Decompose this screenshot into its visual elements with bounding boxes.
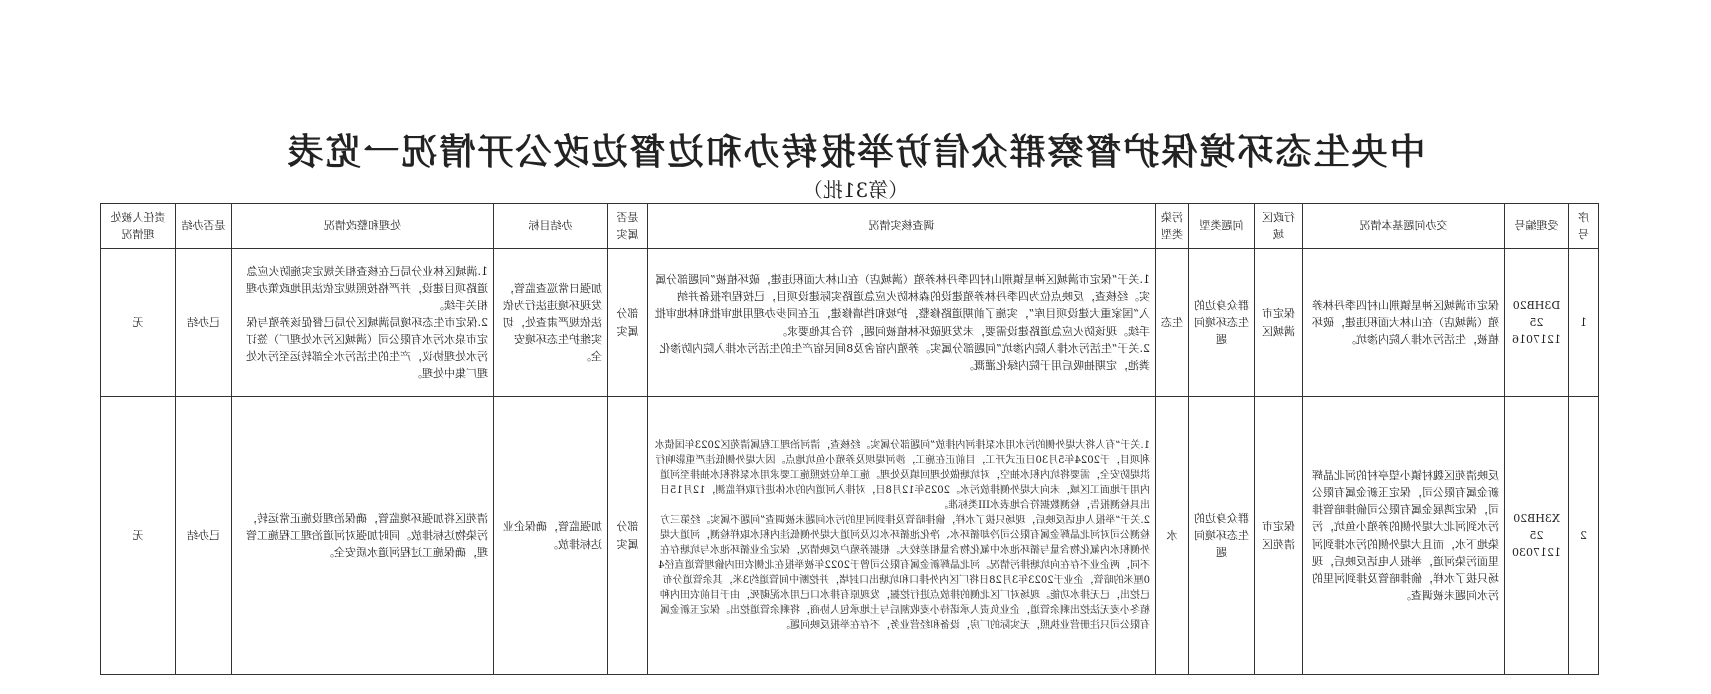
header-true: 是否属实: [608, 204, 648, 249]
header-seq: 序号: [1569, 204, 1599, 249]
header-accountability: 责任人被处理情况: [101, 204, 176, 249]
row-region: 保定市清苑区: [1255, 397, 1303, 675]
row-region: 保定市满城区: [1255, 249, 1303, 397]
row-accountability: 无: [101, 249, 176, 397]
row-rectification: 清苑区将加强环境监管，确保治理设施正常运转，污染物达标排放。同时加强对河道治理工程施工管理，确保施工过程河道水质安全。: [232, 397, 494, 675]
header-done: 是否办结: [176, 204, 232, 249]
header-rectification: 处理和整改情况: [232, 204, 494, 249]
header-region: 行政区域: [1255, 204, 1303, 249]
header-acc-id: 受理编号: [1505, 204, 1569, 249]
row-rectification: 1.满城区林业分局已在核查相关规定实施防火应急道路项目建设，并严格按照规定依法用地政策办理相关手续。 2.保定市生态环境局满城区分局已督促该养殖与保定市泉水污水有限公司（满城区污水处理厂）签订污水处理协议，产生的生活污水全部转运至污水处理厂集中处理。: [232, 249, 494, 397]
row-seq: 1: [1569, 249, 1599, 397]
header-investigation: 调查核实情况: [648, 204, 1156, 249]
header-pollution: 污染类型: [1156, 204, 1189, 249]
row-goal: 加强监管，确保企业达标排放。: [494, 397, 608, 675]
row-true: 部分属实: [608, 397, 648, 675]
table-row: [101, 249, 1599, 397]
row-issue: 反映清苑区魏村镇小望亭村的河北晶辉新金属有限公司，保定玉新金属有限公司，保定鸿展金属有限公司偷排暗管排污水到河北大堤外侧的养殖小鱼坑，污染地下水，而且大堤外侧的污水排到河里面污染河道，举报人电话反映后，现场只拔了水样，偷排暗管及排到河里的污水问题未被调查。: [1303, 397, 1505, 675]
row-type: 群众身边的生态环境问题: [1189, 397, 1255, 675]
row-investigation: 1.关于“有人将大堤外侧的污水用水泵排河内排放”问题部分属实。经核查，清河治理工程属清苑区2023年国债水利项目，于2024年5月30日正式开工，目前正在施工，涉河堤坝及养殖小鱼坑地点。因大堤外侧低洼严重影响行洪堤防安全，需要将坑内积水抽空，对坑塘做处理回填及处理。施工单位按照施工要求用水泵将积水抽排至河道内用于地面工区域，未向大堤外侧排放污水。2025年12月8日，对排入河道内的水体进行取样监测，12月15日出具检测报告，检测数据符合地表水III类标准。 2.关于“举报人电话反映后，现场只拔了水样，偷排暗管及排到河里的污水问题未被调查”问题不属实。经第三方检测公司对河北晶辉金属有限公司冷却循环水、净化池循环水以及河道大堤外侧低洼内积水取样检测，河道大堤外侧积水内氟化物含量与循环池水中氟化物含量相差较大。根据养殖户反映情况，保定企业循环池水与坑塘存在不同，两企业不存在向坑塘排污情况。河北晶辉新金属有限公司曾于2022年被举报在北侧农田内偷埋管道直径40厘米的暗管，企业于2023年3月28日将厂区内外排口和坑塘出口封堵，并挖断中间管道约3米，其余管道分布已挖出，已无排水功能。现场对厂区北侧的排放点进行挖掘，发现原有排水口已用水泥砌死，由于目前农田内种植冬小麦无法挖出剩余管道，企业负责人承诺待小麦收割后与土地承包人协商，将剩余管道挖出。保定玉新金属有限公司只注册营业执照，无实际的厂房，设备和经营业务，不存在举报反映问题。: [648, 397, 1156, 675]
row-true: 部分属实: [608, 249, 648, 397]
row-done: 已办结: [176, 397, 232, 675]
row-pollution: 水: [1156, 397, 1189, 675]
header-goal: 办结目标: [494, 204, 608, 249]
row-pollution: 生态: [1156, 249, 1189, 397]
header-issue: 交办问题基本情况: [1303, 204, 1505, 249]
row-goal: 加强日常巡查监管，发现环境违法行为依法依规严肃查处，切实维护生态环境安全。: [494, 249, 608, 397]
row-investigation: 1.关于“保定市满城区神星镇荆山村四季丹林养殖（满城店）在山林大面积违建，破坏植被”问题部分属实。经核查，反映点位为四季丹林养殖建设的森林防火应急道路实际建设项目，已按程序报备并纳入“国家重大建设项目库”，实施了前期道路修整，护坡和挡墙修建，正在同步办理用地审批和林地审批手续。现该防火应急道路建设需要，未发现破坏林植被问题，符合其他要求。 2.关于“生活污水排入院内渗坑”问题部分属实。养殖内宿舍及8间民宿产生的生活污水排入院内防渗化粪池，定期抽吸后用于院内绿化灌溉。: [648, 249, 1156, 397]
row-accountability: 无: [101, 397, 176, 675]
row-acc-id: D3HB2025 1217016: [1505, 249, 1569, 397]
page-title: 中央生态环境保护督察群众信访举报转办和边督边改公开情况一览表: [285, 131, 1426, 173]
row-acc-id: X3HB2025 1217030: [1505, 397, 1569, 675]
report-table: [100, 203, 1599, 675]
table-header-row: [101, 204, 1599, 249]
header-type: 问题类型: [1189, 204, 1255, 249]
row-issue: 保定市满城区神星镇荆山村四季丹林养殖（满城店）在山林大面积违建，破坏植被，生活污水排入院内渗坑。: [1303, 249, 1505, 397]
table-row: [101, 397, 1599, 675]
row-type: 群众身边的生态环境问题: [1189, 249, 1255, 397]
row-done: 已办结: [176, 249, 232, 397]
page-subtitle: （第31批）: [802, 178, 909, 202]
row-seq: 2: [1569, 397, 1599, 675]
